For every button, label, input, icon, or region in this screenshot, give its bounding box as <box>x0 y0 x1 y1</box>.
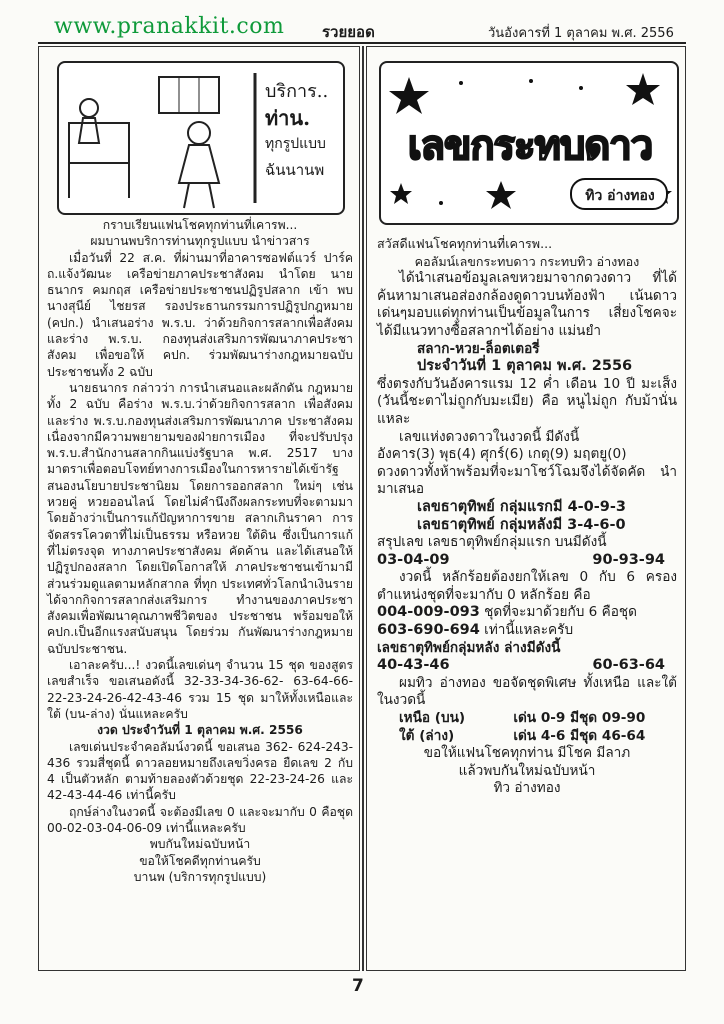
left-closing-2: ขอให้โชคดีทุกท่านครับ <box>139 853 261 868</box>
right-summary-label: สรุปเลข เลขธาตุทิพย์กลุ่มแรก บนมีดังนี้ <box>377 534 607 551</box>
hundreds-set-1-note: ชุดที่จะมาด้วยกับ 6 คือชุด <box>484 604 637 621</box>
cartoon-caption-1: บริการ.. <box>265 81 329 102</box>
publication-logo: รวยยอด <box>322 23 375 41</box>
left-draw-date: งวด ประจำวันที่ 1 ตุลาคม พ.ศ. 2556 <box>97 723 303 738</box>
cartoon-caption-4: ฉันนานพ <box>265 161 325 179</box>
right-planets: อังคาร(3) พุธ(4) ศุกร์(6) เกตุ(9) มฤตยู(0) <box>377 446 627 463</box>
column-banner <box>379 61 679 225</box>
right-article <box>377 235 677 798</box>
right-set-1-line <box>377 604 677 622</box>
right-group-2: เลขธาตุทิพย์ กลุ่มหลังมี 3-4-6-0 <box>417 516 626 533</box>
left-article <box>47 217 353 885</box>
lower-set-a: 40-43-46 <box>377 657 450 674</box>
south-label: ใต้ (ล่าง) <box>399 727 455 744</box>
left-heading-1: กราบเรียนแฟนโชคทุกท่านที่เคารพ... <box>102 218 298 232</box>
left-paragraph-4: เลขเด่นประจำคอลัมน์งวดนี้ ขอเสนอ 362- 624-243-436 รวมสี่ชุดนี้ ดาวลอยหมายถึงเลขวิ่งครอ ยืดเลข 2 กับ 4 เป็นตัวหลัก ตามท้ายลองตัวด้วยชุด 22-23-24-26 และ 42-43-44-46 เท่านี้ครับ <box>47 739 353 803</box>
right-draw-date: ประจำวันที่ 1 ตุลาคม พ.ศ. 2556 <box>417 358 633 375</box>
right-column <box>366 46 686 971</box>
hundreds-set-1: 004-009-093 <box>377 604 480 621</box>
left-paragraph-1: เมื่อวันที่ 22 ส.ค. ที่ผ่านมาที่อาคารซอฟต์แวร์ ปาร์ค ถ.แจ้งวัฒนะ เครือข่ายภาคประชาสังคม นำโดย นายธนากร คมกฤส เครือข่ายประชาชนปฏิรูปสลาก เข้า พบนางสุนีย์ ไชยรส รองประธานกรรมการปฏิรูปกฎหมาย (คปก.) นำเสนอร่าง พ.ร.บ. ว่าด้วยกิจการสลากเพื่อสังคม และร่าง พ.ร.บ. กองทุนส่งเสริมการพัฒนาภาคประชา สังคม เพื่อขอให้ คปก. ร่วมพัฒนาร่างกฎหมายฉบับ ประชาชนทั้ง 2 ฉบับ <box>47 250 353 379</box>
column-divider <box>362 46 364 971</box>
left-paragraph-2: นายธนากร กล่าวว่า การนำเสนอและผลักดัน กฎหมาย ทั้ง 2 ฉบับ คือร่าง พ.ร.บ.ว่าด้วยกิจการสลาก เพื่อสังคม และร่าง พ.ร.บ.กองทุนส่งเสริมการพัฒนาภาค ประชาสังคม เนื่องจากมีความพยายามของฝ่ายการเมือง ที่จะปรับปรุง พ.ร.บ.สำนักงานสลากกินแบ่งรัฐบาล พ.ศ. 2517 บางมาตราเพื่อตอบโจทย์ทางการเมืองในการหารายได้เข้ารัฐ สนองนโยบายประชานิยม โดยการออกสลาก ใหม่ๆ เช่น หวยคู่ หวยออนไลน์ โดยไม่คำนึงถึงผลกระทบที่จะตามมา โดยอ้างว่าเป็นการแก้ปัญหาการขาย สลากเกินราคา การจัดสรรโควตาที่ไม่เป็นธรรม หรือหวย ใต้ดิน ซึ่งเป็นการแก้ที่ไม่ตรงจุด ทางภาคประชาสังคม คัดค้าน และได้เสนอให้ปฏิรูปกองสลาก โดยเปิดโอกาสให้ ภาคประชาชนเข้ามามีส่วนร่วมดูแลตามหลักสากล ที่ทุก ประเทศทั่วโลกนำเงินรายได้จากกิจการสลากส่งเสริมการ ทำงานของภาคประชาสังคมเพื่อพัฒนาคุณภาพชีวิตของ ประชาชน พร้อมขอให้ คปก.เป็นอีกแรงสนับสนุน โดยร่วม กันพัฒนาร่างกฎหมายฉบับประชาชน. <box>47 380 353 656</box>
hundreds-set-2-note: เท่านี้แหละครับ <box>484 622 574 639</box>
right-section-title: สลาก-หวย-ล็อตเตอรี่ <box>417 340 540 357</box>
lower-set-b: 60-63-64 <box>592 657 665 674</box>
office-cartoon-illustration <box>57 61 345 215</box>
left-paragraph-5: ฤกษ์ล่างในงวดนี้ จะต้องมีเลข 0 และจะมากับ 0 คือชุด 00-02-03-04-06-09 เท่านี้แหละครับ <box>47 804 353 835</box>
right-lower-label: เลขธาตุทิพย์กลุ่มหลัง ล่างมีดังนี้ <box>377 639 561 656</box>
right-closing-1: ขอให้แฟนโชคทุกท่าน มีโชค มีลาภ <box>423 745 631 762</box>
banner-author: ทิว อ่างทอง <box>585 188 655 204</box>
right-greeting: สวัสดีแฟนโชคทุกท่านที่เคารพ... <box>377 236 553 251</box>
right-paragraph-6: ผมทิว อ่างทอง ขอจัดชุดพิเศษ ทั้งเหนือ และใต้ ในงวดนี้ <box>377 674 677 709</box>
right-north-line <box>377 710 677 728</box>
page-number: 7 <box>352 976 364 996</box>
right-group-1: เลขธาตุทิพย์ กลุ่มแรกมี 4-0-9-3 <box>417 498 626 515</box>
left-column <box>38 46 360 971</box>
summary-set-a: 03-04-09 <box>377 551 450 568</box>
watermark: www.pranakkit.com <box>54 14 285 39</box>
right-paragraph-3: เลขแห่งดวงดาวในงวดนี้ มีดังนี้ <box>399 428 580 445</box>
right-paragraph-1: ได้นำเสนอข้อมูลเลขหวยมาจากดวงดาว ที่ได้ค้นหามาเสนอส่องกล้องดูดาวบนท้องฟ้า เน้นดาวเด่นๆมอบแด่ทุกท่านเป็นข้อมูลในการ เสี่ยงโชคจะได้มีแนวทางซื้อสลากฯได้อย่าง แม่นยำ <box>377 270 677 339</box>
issue-date: วันอังคารที่ 1 ตุลาคม พ.ศ. 2556 <box>488 26 674 41</box>
hundreds-set-2: 603-690-694 <box>377 622 480 639</box>
right-lower-numbers <box>377 657 677 675</box>
header-rule <box>38 42 686 44</box>
right-paragraph-5: งวดนี้ หลักร้อยต้องยกให้เลข 0 กับ 6 ครองตำแหน่งชุดที่จะมากับ 0 หลักร้อย คือ <box>377 569 677 603</box>
north-label: เหนือ (บน) <box>399 710 466 727</box>
right-south-line <box>377 728 677 746</box>
left-signature: บานพ (บริการทุกรูปแบบ) <box>133 869 267 884</box>
left-heading-2: ผมบานพบริการท่านทุกรูปแบบ นำข่าวสาร <box>90 234 310 249</box>
left-closing-1: พบกันใหม่ฉบับหน้า <box>149 837 251 852</box>
right-paragraph-2: ซึ่งตรงกับวันอังคารแรม 12 ค่ำ เดือน 10 ปี มะเส็ง (วันนี้ชะตาไม่ถูกกับมะเมีย) คือ หนูไม่ถูก กับม้านั่นแหละ <box>377 375 677 427</box>
right-closing-2: แล้วพบกันใหม่ฉบับหน้า <box>458 762 596 779</box>
right-closing-3: ทิว อ่างทอง <box>493 780 561 797</box>
banner-title: เลขกระทบดาว <box>407 123 653 169</box>
right-set-2-line <box>377 622 677 640</box>
south-value: เด่น 4-6 มีชุด 46-64 <box>513 727 646 744</box>
summary-set-b: 90-93-94 <box>592 551 665 568</box>
cartoon-caption-3: ทุกรูปแบบ <box>265 136 326 152</box>
north-value: เด่น 0-9 มีชุด 09-90 <box>513 710 646 727</box>
right-paragraph-4: ดวงดาวทั้งห้าพร้อมที่จะมาโชว์โฉมจึงได้จัดคัด นำมาเสนอ <box>377 463 677 498</box>
right-summary-numbers <box>377 552 677 570</box>
right-byline: คอลัมน์เลขกระทบดาว กระทบทิว อ่างทอง <box>414 253 640 269</box>
cartoon-caption-2: ท่าน. <box>265 106 311 130</box>
left-paragraph-3: เอาละครับ...! งวดนี้เลขเด่นๆ จำนวน 15 ชุด ของสูตรเลขสำเร็จ ขอเสนอดังนี้ 32-33-34-36-62- 63-64-66-22-23-24-26-42-43-46 รวม 15 ชุด มาให้ทั้งเหนือและใต้ (บน-ล่าง) นั่นแหละครับ <box>47 658 353 721</box>
